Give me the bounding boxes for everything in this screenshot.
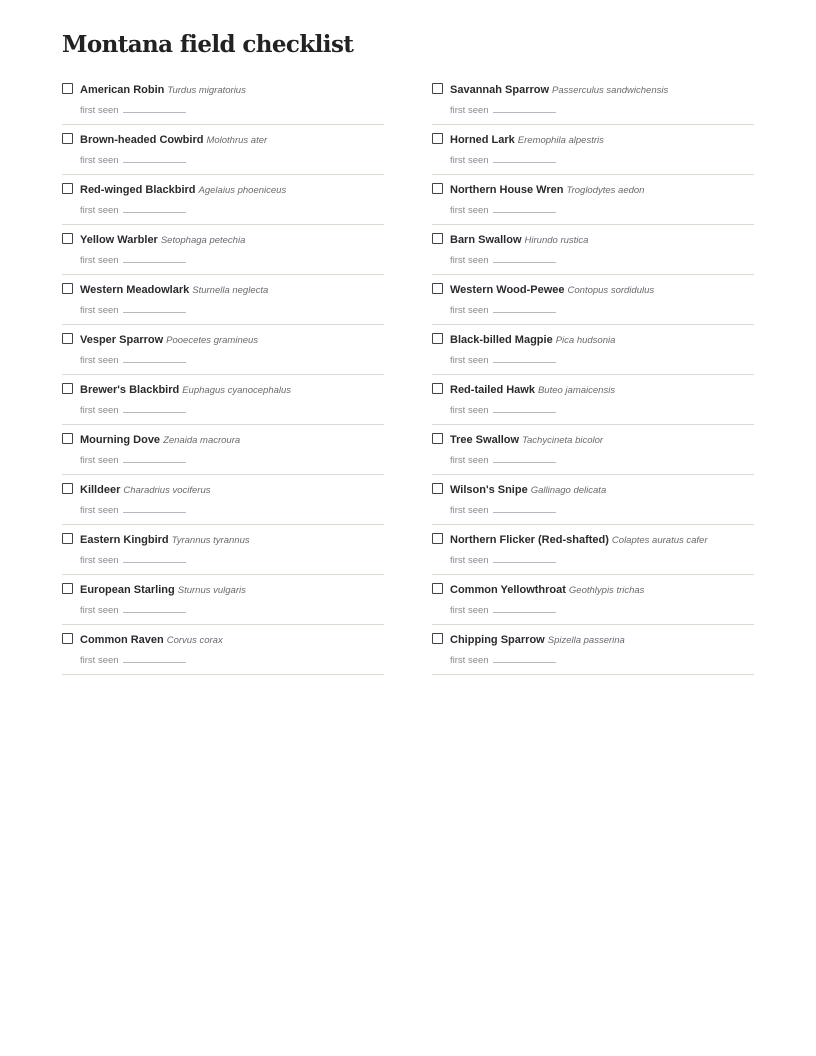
first-seen-label: first seen [80,205,119,216]
first-seen-line [80,554,186,567]
first-seen-line [450,404,556,417]
common-name: Common Yellowthroat [450,584,566,596]
first-seen-line [80,304,186,317]
first-seen-blank[interactable] [493,304,556,313]
seen-checkbox[interactable] [62,533,73,544]
common-name: Savannah Sparrow [450,84,550,96]
species-name-line [80,82,246,98]
common-name: Wilson's Snipe [450,484,528,496]
seen-checkbox[interactable] [432,183,443,194]
scientific-name: Geothlypis trichas [568,585,645,596]
scientific-name: Agelaius phoeniceus [198,185,287,196]
species-name-line [80,582,246,598]
common-name: Chipping Sparrow [450,634,545,646]
species-name-line [80,482,210,498]
first-seen-label: first seen [450,305,489,316]
scientific-name: Sturnella neglecta [192,285,269,296]
common-name: Horned Lark [450,134,515,146]
first-seen-label: first seen [450,405,489,416]
common-name: American Robin [80,84,165,96]
species-name-line [80,632,223,648]
scientific-name: Sturnus vulgaris [177,585,246,596]
first-seen-line [450,504,556,517]
seen-checkbox[interactable] [62,583,73,594]
first-seen-label: first seen [80,405,119,416]
seen-checkbox[interactable] [432,333,443,344]
first-seen-label: first seen [450,555,489,566]
species-name-line [450,182,644,198]
common-name: Common Raven [80,634,164,646]
first-seen-line [450,454,556,467]
species-name-line [450,132,604,148]
species-name-line [80,282,268,298]
checklist-item [62,525,384,575]
first-seen-blank[interactable] [493,254,556,263]
scientific-name: Corvus corax [166,635,223,646]
checklist-item [62,75,384,125]
checklist-item [432,275,754,325]
first-seen-blank[interactable] [493,504,556,513]
seen-checkbox[interactable] [62,433,73,444]
seen-checkbox[interactable] [62,183,73,194]
common-name: Eastern Kingbird [80,534,169,546]
scientific-name: Tachycineta bicolor [522,435,604,446]
first-seen-line [450,354,556,367]
seen-checkbox[interactable] [432,133,443,144]
species-name-line [80,382,291,398]
common-name: Red-winged Blackbird [80,184,196,196]
scientific-name: Colaptes auratus cafer [611,535,708,546]
first-seen-line [450,254,556,267]
seen-checkbox[interactable] [432,433,443,444]
first-seen-line [80,104,186,117]
first-seen-label: first seen [80,605,119,616]
first-seen-line [80,404,186,417]
checklist-item [62,625,384,675]
species-name-line [80,532,250,548]
checklist-item [62,175,384,225]
first-seen-blank[interactable] [123,604,186,613]
first-seen-blank[interactable] [493,654,556,663]
checklist-item [432,525,754,575]
common-name: Northern Flicker (Red-shafted) [450,534,609,546]
first-seen-blank[interactable] [493,204,556,213]
first-seen-line [80,254,186,267]
first-seen-line [80,654,186,667]
first-seen-blank[interactable] [123,504,186,513]
first-seen-label: first seen [80,355,119,366]
species-name-line [450,532,708,548]
seen-checkbox[interactable] [432,583,443,594]
seen-checkbox[interactable] [62,633,73,644]
scientific-name: Setophaga petechia [160,235,246,246]
species-name-line [80,132,267,148]
checklist-item [432,175,754,225]
seen-checkbox[interactable] [432,233,443,244]
common-name: Vesper Sparrow [80,334,164,346]
first-seen-label: first seen [450,205,489,216]
checklist-item [432,75,754,125]
common-name: Yellow Warbler [80,234,158,246]
scientific-name: Molothrus ater [206,135,268,146]
common-name: Brown-headed Cowbird [80,134,204,146]
scientific-name: Troglodytes aedon [566,185,645,196]
seen-checkbox[interactable] [62,333,73,344]
first-seen-blank[interactable] [123,554,186,563]
checklist-item [432,425,754,475]
first-seen-line [450,304,556,317]
first-seen-blank[interactable] [123,404,186,413]
seen-checkbox[interactable] [432,83,443,94]
first-seen-blank[interactable] [123,154,186,163]
first-seen-label: first seen [450,655,489,666]
scientific-name: Passerculus sandwichensis [552,85,669,96]
seen-checkbox[interactable] [432,383,443,394]
first-seen-line [450,654,556,667]
species-name-line [80,332,258,348]
first-seen-line [80,604,186,617]
checklist-item [432,575,754,625]
first-seen-label: first seen [450,355,489,366]
first-seen-label: first seen [80,105,119,116]
species-name-line [450,382,615,398]
checklist-item [432,225,754,275]
seen-checkbox[interactable] [432,483,443,494]
species-name-line [450,582,644,598]
first-seen-blank[interactable] [493,404,556,413]
first-seen-blank[interactable] [493,604,556,613]
first-seen-line [450,154,556,167]
checklist-item [432,475,754,525]
checklist-item [62,475,384,525]
first-seen-label: first seen [450,255,489,266]
species-name-line [450,282,654,298]
checklist-item [62,575,384,625]
first-seen-label: first seen [450,105,489,116]
scientific-name: Gallinago delicata [530,485,607,496]
first-seen-label: first seen [80,455,119,466]
species-name-line [450,82,668,98]
common-name: European Starling [80,584,175,596]
first-seen-line [450,554,556,567]
scientific-name: Spizella passerina [547,635,625,646]
first-seen-blank[interactable] [493,554,556,563]
seen-checkbox[interactable] [432,533,443,544]
first-seen-label: first seen [80,655,119,666]
checklist-item [62,275,384,325]
scientific-name: Pooecetes gramineus [166,335,259,346]
checklist-item [62,425,384,475]
scientific-name: Tyrannus tyrannus [171,535,250,546]
species-name-line [80,432,240,448]
seen-checkbox[interactable] [62,133,73,144]
common-name: Killdeer [80,484,121,496]
page-title: Montana field checklist [62,31,354,58]
common-name: Red-tailed Hawk [450,384,535,396]
first-seen-label: first seen [80,555,119,566]
first-seen-line [80,504,186,517]
first-seen-line [450,104,556,117]
seen-checkbox[interactable] [432,283,443,294]
first-seen-blank[interactable] [123,354,186,363]
first-seen-label: first seen [450,455,489,466]
seen-checkbox[interactable] [432,633,443,644]
scientific-name: Pica hudsonia [555,335,616,346]
first-seen-blank[interactable] [123,204,186,213]
seen-checkbox[interactable] [62,83,73,94]
species-name-line [450,632,625,648]
checklist-item [62,375,384,425]
common-name: Mourning Dove [80,434,161,446]
species-name-line [80,182,286,198]
scientific-name: Euphagus cyanocephalus [182,385,292,396]
seen-checkbox[interactable] [62,283,73,294]
first-seen-line [80,154,186,167]
checklist-item [432,625,754,675]
checklist-item [62,325,384,375]
common-name: Barn Swallow [450,234,522,246]
first-seen-label: first seen [80,255,119,266]
first-seen-line [80,204,186,217]
seen-checkbox[interactable] [62,483,73,494]
checklist-item [432,375,754,425]
checklist-item [62,125,384,175]
scientific-name: Eremophila alpestris [517,135,604,146]
species-name-line [450,232,588,248]
scientific-name: Turdus migratorius [167,85,246,96]
first-seen-label: first seen [450,605,489,616]
common-name: Western Meadowlark [80,284,190,296]
scientific-name: Zenaida macroura [163,435,241,446]
first-seen-label: first seen [80,305,119,316]
first-seen-blank[interactable] [493,354,556,363]
common-name: Black-billed Magpie [450,334,553,346]
seen-checkbox[interactable] [62,383,73,394]
scientific-name: Charadrius vociferus [123,485,211,496]
checklist-column-left [62,75,384,675]
checklist-column-right [432,75,754,675]
species-name-line [450,482,606,498]
first-seen-line [450,604,556,617]
species-name-line [80,232,245,248]
first-seen-blank[interactable] [493,454,556,463]
common-name: Western Wood-Pewee [450,284,565,296]
first-seen-blank[interactable] [123,254,186,263]
species-name-line [450,332,615,348]
species-name-line [450,432,603,448]
common-name: Tree Swallow [450,434,520,446]
first-seen-blank[interactable] [123,454,186,463]
first-seen-blank[interactable] [493,154,556,163]
first-seen-blank[interactable] [123,654,186,663]
first-seen-label: first seen [80,155,119,166]
first-seen-line [450,204,556,217]
scientific-name: Hirundo rustica [524,235,589,246]
first-seen-blank[interactable] [123,304,186,313]
first-seen-label: first seen [450,155,489,166]
first-seen-label: first seen [450,505,489,516]
checklist [62,75,754,675]
seen-checkbox[interactable] [62,233,73,244]
first-seen-blank[interactable] [493,104,556,113]
first-seen-line [80,454,186,467]
scientific-name: Buteo jamaicensis [537,385,616,396]
checklist-item [62,225,384,275]
first-seen-label: first seen [80,505,119,516]
first-seen-line [80,354,186,367]
first-seen-blank[interactable] [123,104,186,113]
common-name: Northern House Wren [450,184,564,196]
common-name: Brewer's Blackbird [80,384,180,396]
scientific-name: Contopus sordidulus [567,285,655,296]
checklist-item [432,325,754,375]
checklist-item [432,125,754,175]
